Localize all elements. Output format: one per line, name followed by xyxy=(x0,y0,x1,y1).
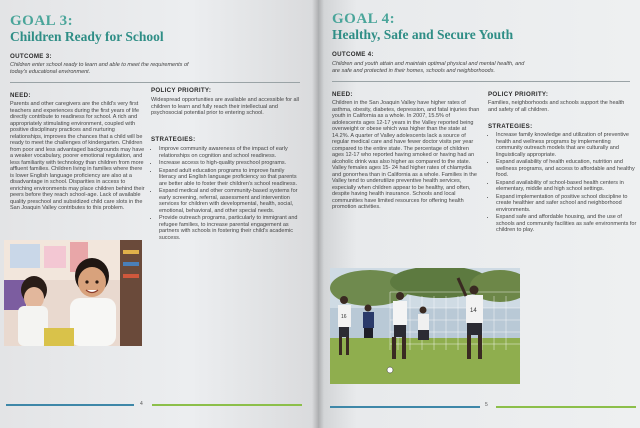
strategy-item: • Expand availability of health education, nutrition and wellness programs, and access to affordable and healthy food. xyxy=(496,159,638,179)
strategy-item: • Expand implementation of positive school discipline to create healthier and safer school and neighborhood environments. xyxy=(496,194,638,214)
policy-priority-text: Families, neighborhoods and schools support the health and safety of all children. xyxy=(488,100,625,113)
left-page xyxy=(0,0,318,428)
policy-priority-text: Widespread opportunities are available and accessible for all children to learn and fully reach their intellectual and psychosocial potential prior to entering school. xyxy=(151,97,299,116)
policy-priority-label: POLICY PRIORITY: xyxy=(488,91,549,98)
footer-bar xyxy=(330,406,480,408)
strategy-item: • Provide outreach programs, particularly to immigrant and refugee families, to increase parental engagement as partners with schools in fostering their child's academic success. xyxy=(159,215,303,241)
strategy-item: • Expand medical and other community-based systems for early screening, referral, assessment and intervention services for children with developmental, health, social, emotional, behavioral, and other special needs. xyxy=(159,188,303,214)
strategies-label: STRATEGIES: xyxy=(488,123,533,130)
strategies-list xyxy=(151,146,303,242)
book-spine xyxy=(312,0,324,428)
goal-title: Children Ready for School xyxy=(10,29,164,44)
strategy-item: • Expand adult education programs to improve family literacy and English language proficiency so that parents are better able to foster their children's school readiness. xyxy=(159,168,303,188)
strategy-item: • Expand safe and affordable housing, and the use of schools and community facilities as safe environments for children to play. xyxy=(496,214,638,234)
strategies-list xyxy=(488,132,638,235)
page-number: 5 xyxy=(485,402,488,408)
goal-number: GOAL 3: xyxy=(10,13,74,29)
outcome-label: OUTCOME 3: xyxy=(10,53,52,60)
need-label: NEED: xyxy=(332,91,353,98)
divider xyxy=(10,82,300,83)
right-page xyxy=(318,0,640,428)
strategy-item: • Increase access to high-quality preschool programs. xyxy=(159,160,303,167)
need-text: Children in the San Joaquin Valley have higher rates of asthma, obesity, diabetes, depression, and fatal injuries than youth in California as a whole. In 2007, 15.5% of adolescents ages 12-17 years in the Valley reported being overweight or obese which was higher than the state at 14.2%. A quarter of Valley adolescents lack a source of regular medical care and have fewer doctor visits per year compared to the entire state. The percentage of children ages 12-17 who reported having smoked or having had an alcoholic drink was also higher as compared to the state. Valley females ages 15- 24 had higher rates of chlamydia and gonorrhea than in California as a whole. Families in the Valley tend to underutilize preventive health services, especially when children appear to be healthy, and often, despite having health insurance. Schools and local communities have limited resources for offering health promotion activities. xyxy=(332,100,480,210)
photo-youth-soccer xyxy=(330,268,520,384)
outcome-label: OUTCOME 4: xyxy=(332,51,374,58)
strategy-item: • Improve community awareness of the impact of early relationships on cognition and school readiness. xyxy=(159,146,303,159)
strategy-item: • Increase family knowledge and utilization of preventive health and wellness programs by implementing community outreach models that are culturally and linguistically appropriate. xyxy=(496,132,638,158)
photo-children-classroom xyxy=(4,240,142,346)
goal-number: GOAL 4: xyxy=(332,11,396,27)
page-number: 4 xyxy=(140,401,143,407)
strategy-item: • Expand availability of school-based health centers in elementary, middle and high school settings. xyxy=(496,180,638,193)
goal-title: Healthy, Safe and Secure Youth xyxy=(332,27,514,42)
strategies-label: STRATEGIES: xyxy=(151,136,196,143)
policy-priority-label: POLICY PRIORITY: xyxy=(151,87,212,94)
jersey-number: 14 xyxy=(470,308,477,314)
jersey-number: 16 xyxy=(341,314,347,320)
divider xyxy=(332,81,630,82)
outcome-text: Children and youth attain and maintain optimal physical and mental health, and are safe and protected in their homes, schools and neighborhoods. xyxy=(332,61,525,74)
need-label: NEED: xyxy=(10,92,31,99)
need-text: Parents and other caregivers are the child's very first teachers and experiences during the first years of life directly contribute to readiness for school. A rich and appropriately stimulating environment, coupled with positive disciplinary practices and nurturing relationships, improves the chances that a child will be ready to meet the challenges of kindergarten. Children from poor and less advantaged backgrounds may have a weaker vocabulary, poorer emotional regulation, and less familiarity with technology than children from more affluent families. Children living in families where there is lower English language proficiency are also at a disadvantage in school. Disparities in access to enriching environments may place children behind their peers before they reach school-age. Lack of available quality preschool and subsidized child care slots in the San Joaquin Valley contributes to this problem. xyxy=(10,101,145,211)
footer-bar xyxy=(152,404,302,406)
footer-bar xyxy=(6,404,134,406)
footer-bar xyxy=(496,406,636,408)
outcome-text: Children enter school ready to learn and able to meet the requirements of today's educational environment. xyxy=(10,62,189,75)
